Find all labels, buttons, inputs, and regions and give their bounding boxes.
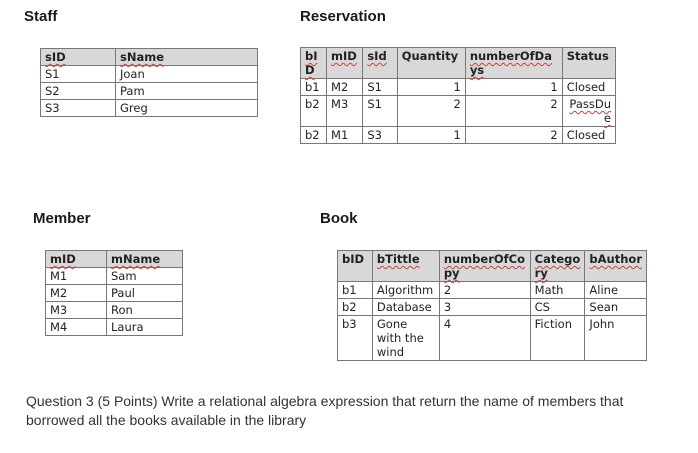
- table-header-row: [301, 48, 616, 79]
- table-cell: 1: [397, 127, 465, 144]
- table-cell: Fiction: [530, 316, 585, 361]
- column-header: sName: [116, 49, 258, 66]
- table-cell: 2: [465, 96, 562, 127]
- column-header: bTittle: [372, 251, 439, 282]
- table-cell: Closed: [562, 127, 615, 144]
- table-cell: 2: [397, 96, 465, 127]
- table-row: [46, 285, 183, 302]
- table-cell: Laura: [107, 319, 183, 336]
- table-cell: Sam: [107, 268, 183, 285]
- table-cell: 2: [465, 127, 562, 144]
- table-cell: M2: [46, 285, 107, 302]
- table-cell: S1: [41, 66, 116, 83]
- staff-title: Staff: [24, 8, 58, 25]
- table-row: [338, 282, 647, 299]
- table-row: [46, 319, 183, 336]
- table-cell: b1: [301, 79, 327, 96]
- table-cell: b2: [338, 299, 373, 316]
- reservation-table: [300, 47, 616, 144]
- table-cell: b3: [338, 316, 373, 361]
- table-row: [41, 83, 258, 100]
- reservation-title: Reservation: [300, 8, 386, 25]
- table-header-row: [41, 49, 258, 66]
- table-cell: b2: [301, 127, 327, 144]
- table-row: [46, 268, 183, 285]
- table-cell: S3: [41, 100, 116, 117]
- table-row: [301, 127, 616, 144]
- table-cell: S1: [363, 79, 397, 96]
- table-cell: John: [585, 316, 647, 361]
- table-cell: 1: [397, 79, 465, 96]
- table-cell: S1: [363, 96, 397, 127]
- table-cell: M1: [46, 268, 107, 285]
- table-cell: S2: [41, 83, 116, 100]
- table-cell: M2: [327, 79, 363, 96]
- table-cell: M3: [46, 302, 107, 319]
- table-row: [46, 302, 183, 319]
- column-header: mName: [107, 251, 183, 268]
- table-cell: Aline: [585, 282, 647, 299]
- table-row: [338, 299, 647, 316]
- member-title: Member: [33, 210, 91, 227]
- table-cell: Sean: [585, 299, 647, 316]
- table-row: [301, 79, 616, 96]
- column-header: bID: [338, 251, 373, 282]
- table-cell: PassDue: [562, 96, 615, 127]
- table-cell: Math: [530, 282, 585, 299]
- column-header: Status: [562, 48, 615, 79]
- table-cell: M3: [327, 96, 363, 127]
- table-cell: Database: [372, 299, 439, 316]
- column-header: mID: [327, 48, 363, 79]
- table-cell: CS: [530, 299, 585, 316]
- table-cell: Ron: [107, 302, 183, 319]
- column-header: bID: [301, 48, 327, 79]
- table-row: [41, 66, 258, 83]
- table-row: [41, 100, 258, 117]
- table-header-row: [46, 251, 183, 268]
- book-table: [337, 250, 647, 361]
- table-cell: Closed: [562, 79, 615, 96]
- table-cell: Gone with the wind: [372, 316, 439, 361]
- table-cell: M1: [327, 127, 363, 144]
- column-header: sId: [363, 48, 397, 79]
- table-cell: b2: [301, 96, 327, 127]
- table-header-row: [338, 251, 647, 282]
- table-cell: Pam: [116, 83, 258, 100]
- table-cell: M4: [46, 319, 107, 336]
- table-cell: 1: [465, 79, 562, 96]
- table-cell: b1: [338, 282, 373, 299]
- staff-table: [40, 48, 258, 117]
- table-cell: S3: [363, 127, 397, 144]
- book-title: Book: [320, 210, 358, 227]
- table-cell: 3: [439, 299, 530, 316]
- table-cell: 2: [439, 282, 530, 299]
- question-text: Question 3 (5 Points) Write a relational algebra expression that return the name of members that borrowed all the books available in the library: [26, 393, 624, 428]
- table-cell: 4: [439, 316, 530, 361]
- table-cell: Paul: [107, 285, 183, 302]
- column-header: bAuthor: [585, 251, 647, 282]
- table-cell: Joan: [116, 66, 258, 83]
- column-header: numberOfCopy: [439, 251, 530, 282]
- table-row: [338, 316, 647, 361]
- column-header: Quantity: [397, 48, 465, 79]
- table-cell: Greg: [116, 100, 258, 117]
- member-table: [45, 250, 183, 336]
- column-header: numberOfDays: [465, 48, 562, 79]
- column-header: Category: [530, 251, 585, 282]
- column-header: sID: [41, 49, 116, 66]
- table-row: [301, 96, 616, 127]
- column-header: mID: [46, 251, 107, 268]
- table-cell: Algorithm: [372, 282, 439, 299]
